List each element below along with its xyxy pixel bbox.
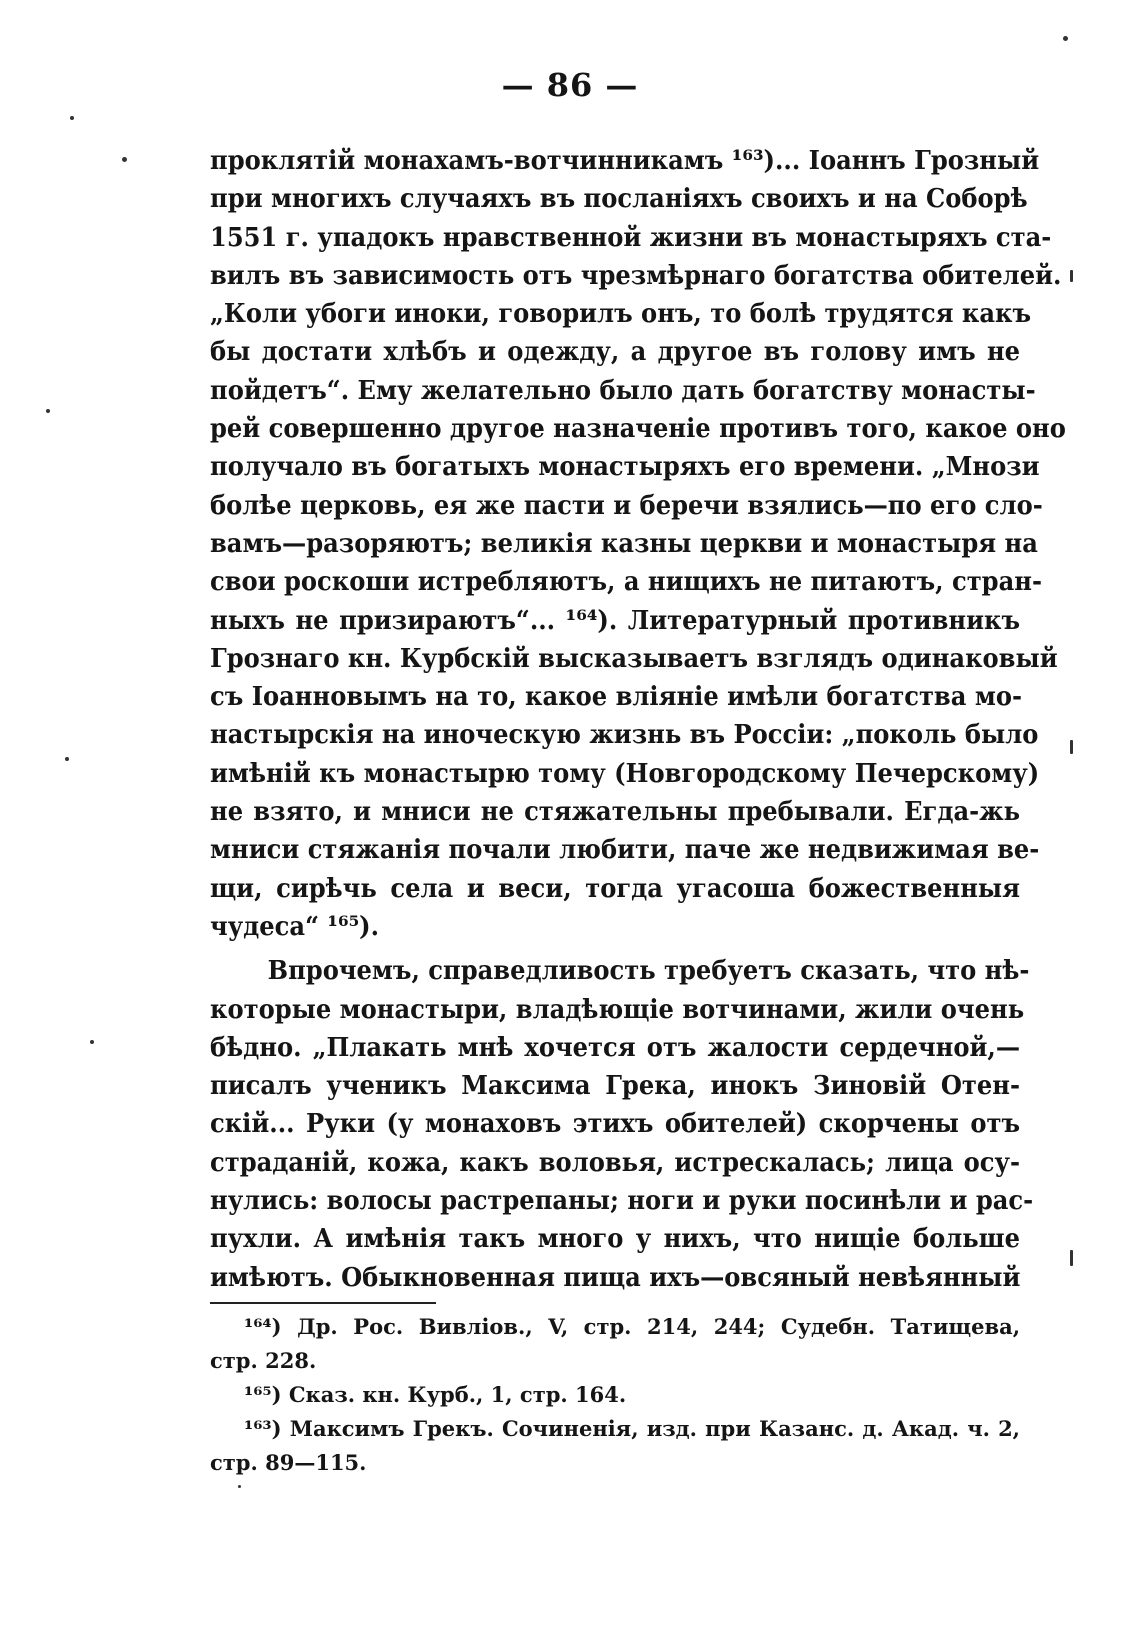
text-line: Грознаго кн. Курбскій высказываетъ взглядъ одинаковый	[210, 643, 1058, 674]
text-line: бѣдно. „Плакать мнѣ хочется отъ жалости сердечной,—	[210, 1032, 1021, 1063]
scan-speck	[238, 1485, 241, 1488]
scan-speck	[1063, 36, 1068, 41]
scan-speck	[90, 1040, 94, 1044]
scan-speck	[46, 409, 50, 413]
text-line: мниси стяжанія почали любити, паче же недвижимая ве-	[210, 835, 1040, 866]
footnote-divider	[210, 1302, 436, 1304]
text-line: при многихъ случаяхъ въ посланіяхъ своихъ и на Соборѣ	[210, 184, 1028, 215]
text-line: съ Іоанновымъ на то, какое вліяніе имѣли богатства мо-	[210, 682, 1022, 713]
text-line: пойдетъ“. Ему желательно было дать богатству монасты-	[210, 375, 1036, 406]
page-number: — 86 —	[501, 66, 639, 104]
text-line: скій... Руки (у монаховъ этихъ обителей) скорчены отъ	[210, 1109, 1021, 1140]
text-line: которые монастыри, владѣющіе вотчинами, жили очень	[210, 994, 1025, 1025]
text-line: пухли. А имѣнія такъ много у нихъ, что нищіе больше	[210, 1224, 1021, 1255]
scan-speck	[1070, 740, 1073, 754]
text-line: болѣе церковь, ея же пасти и беречи взялись—по его сло-	[210, 490, 1043, 521]
text-line: вамъ—разоряютъ; великія казны церкви и монастыря на	[210, 528, 1038, 559]
text-line: не взято, и мниси не стяжательны пребывали. Егда-жь	[210, 797, 1021, 828]
text-line: настырскія на иноческую жизнь въ Россіи: „поколь было	[210, 720, 1039, 751]
scan-speck	[65, 757, 69, 761]
text-line: ныхъ не призираютъ“... ¹⁶⁴). Литературный противникъ	[210, 605, 1021, 636]
text-line: имѣній къ монастырю тому (Новгородскому Печерскому)	[210, 758, 1040, 789]
text-line: щи, сирѣчь села и веси, тогда угасоша божественныя	[210, 873, 1021, 904]
footnote-164-continued: стр. 228.	[210, 1348, 317, 1373]
text-line: писалъ ученикъ Максима Грека, инокъ Зиновій Отен-	[210, 1071, 1021, 1102]
text-line: „Коли убоги иноки, говорилъ онъ, то болѣ трудятся какъ	[210, 299, 1032, 330]
text-line: проклятій монахамъ-вотчинникамъ ¹⁶³)... Іоаннъ Грозный	[210, 146, 1040, 176]
footnote-164: ¹⁶⁴) Др. Рос. Вивліов., V, стр. 214, 244; Судебн. Татищева,	[244, 1314, 1020, 1339]
footnote-163-continued: стр. 89—115.	[210, 1450, 367, 1475]
text-line: 1551 г. упадокъ нравственной жизни въ монастыряхъ ста-	[210, 222, 1052, 253]
text-line: нулись: волосы растрепаны; ноги и руки посинѣли и рас-	[210, 1186, 1034, 1217]
text-line: страданій, кожа, какъ воловья, истрескалась; лица осу-	[210, 1147, 1021, 1178]
text-line: имѣютъ. Обыкновенная пища ихъ—овсяный невѣянный	[210, 1262, 1021, 1293]
text-line: бы достати хлѣбъ и одежду, а другое въ голову имъ не	[210, 337, 1021, 368]
text-line: чудеса“ ¹⁶⁵).	[210, 911, 380, 942]
text-line: свои роскоши истребляютъ, а нищихъ не питаютъ, стран-	[210, 567, 1042, 598]
footnote-165: ¹⁶⁵) Сказ. кн. Курб., 1, стр. 164.	[244, 1382, 627, 1407]
scan-speck	[1070, 1250, 1073, 1266]
paragraph-first-line: Впрочемъ, справедливость требуетъ сказать, что нѣ-	[267, 956, 1030, 987]
text-line: получало въ богатыхъ монастыряхъ его времени. „Мнози	[210, 452, 1040, 483]
text-line: вилъ въ зависимость отъ чрезмѣрнаго богатства обителей.	[210, 260, 1062, 291]
scan-speck	[1070, 270, 1073, 282]
footnotes	[210, 1310, 1020, 1480]
footnote-163: ¹⁶³) Максимъ Грекъ. Сочиненія, изд. при Казанс. д. Акад. ч. 2,	[244, 1416, 1020, 1441]
scan-speck	[70, 116, 74, 120]
main-text	[210, 142, 1066, 1297]
text-line: рей совершенно другое назначеніе противъ того, какое оно	[210, 414, 1066, 445]
scan-speck	[122, 157, 127, 162]
